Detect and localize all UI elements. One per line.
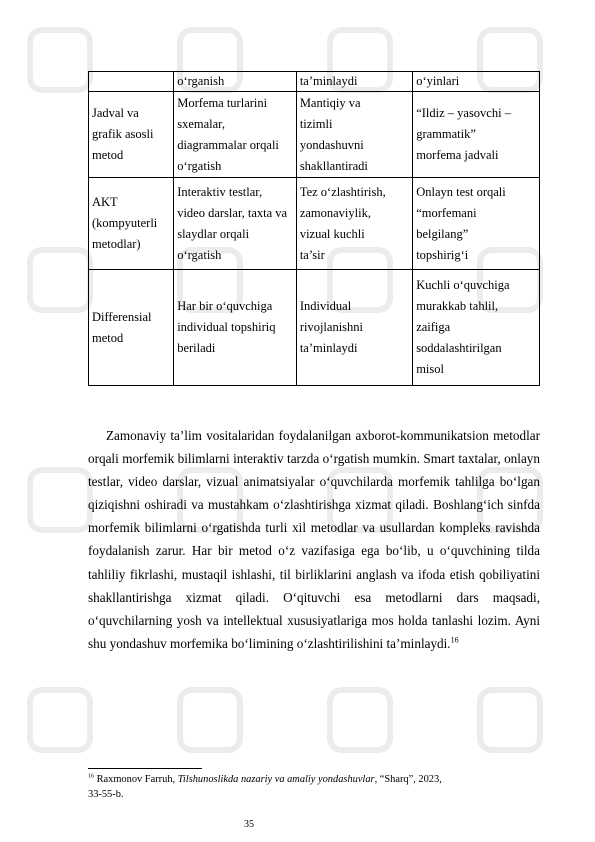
provides-cell: Tez o‘zlashtirish, zamonaviylik, vizual kuchli ta’sir [296, 178, 412, 270]
games-cell: Kuchli o‘quvchiga murakkab tahlil, zaifiga soddalashtirilgan misol [413, 270, 540, 386]
header-cell: ta’minlaydi [296, 72, 412, 92]
paragraph-text: Zamonaviy ta’lim vositalaridan foydalanilgan axborot-kommunikatsion metodlar orqali morfemik bilimlarni interaktiv tarzda o‘rgatish mumkin. Smart taxtalar, onlayn testlar, video darslar, vizual animatsiyalar o‘quvchilarda morfemik tahlilga bo‘lgan qiziqishni oshiradi va mustahkam o‘zlashtirishga xizmat qiladi. Boshlang‘ich sinfda morfemik bilimlarni o‘rgatishda turli xil metodlar va usullardan kompleks ravishda foydalanish zarur. Har bir metod o‘z vazifasiga ega bo‘lib, u o‘quvchining tilda tahliliy fikrlashi, mustaqil ishlashi, til birliklarini anglash va ifoda etish qobiliyatini shakllantirishga xizmat qiladi. O‘qituvchi esa metodlarni dars maqsadi, o‘quvchilarning yosh va intellektual xususiyatlariga mos holda tanlashi lozim. Ayni shu yondashuv morfemika bo‘limining o‘zlashtirilishini ta’minlaydi. [88, 428, 540, 651]
table-row [89, 270, 540, 386]
footnote-publisher: , “Sharq”, 2023, [374, 774, 442, 785]
method-cell: Jadval va grafik asosli metod [89, 92, 174, 178]
footnote-number: 16 [88, 773, 94, 780]
footnote-pages: 33-55-b. [88, 789, 124, 800]
provides-cell: Individual rivojlanishni ta’minlaydi [296, 270, 412, 386]
footnote-separator [88, 768, 202, 769]
games-cell: Onlayn test orqali “morfemani belgilang” topshirig‘i [413, 178, 540, 270]
footnote-author: Raxmonov Farruh, [96, 774, 176, 785]
footnote-title: Tilshunoslikda nazariy va amaliy yondashuvlar [177, 774, 375, 785]
games-cell: “Ildiz – yasovchi – grammatik” morfema jadvali [413, 92, 540, 178]
body-paragraph [88, 424, 540, 655]
header-cell [89, 72, 174, 92]
footnote [88, 772, 540, 802]
method-cell: Differensial metod [89, 270, 174, 386]
learning-cell: Morfema turlarini sxemalar, diagrammalar orqali o‘rgatish [174, 92, 297, 178]
footnote-reference[interactable]: 16 [450, 635, 459, 645]
table-header-row [89, 72, 540, 92]
learning-cell: Interaktiv testlar, video darslar, taxta va slaydlar orqali o‘rgatish [174, 178, 297, 270]
page-number: 35 [244, 819, 254, 830]
learning-cell: Har bir o‘quvchiga individual topshiriq beriladi [174, 270, 297, 386]
method-cell: AKT (kompyuterli metodlar) [89, 178, 174, 270]
header-cell: o‘yinlari [413, 72, 540, 92]
table-row [89, 178, 540, 270]
provides-cell: Mantiqiy va tizimli yondashuvni shakllantiradi [296, 92, 412, 178]
header-cell: o‘rganish [174, 72, 297, 92]
table-row [89, 92, 540, 178]
methods-table [88, 71, 540, 386]
